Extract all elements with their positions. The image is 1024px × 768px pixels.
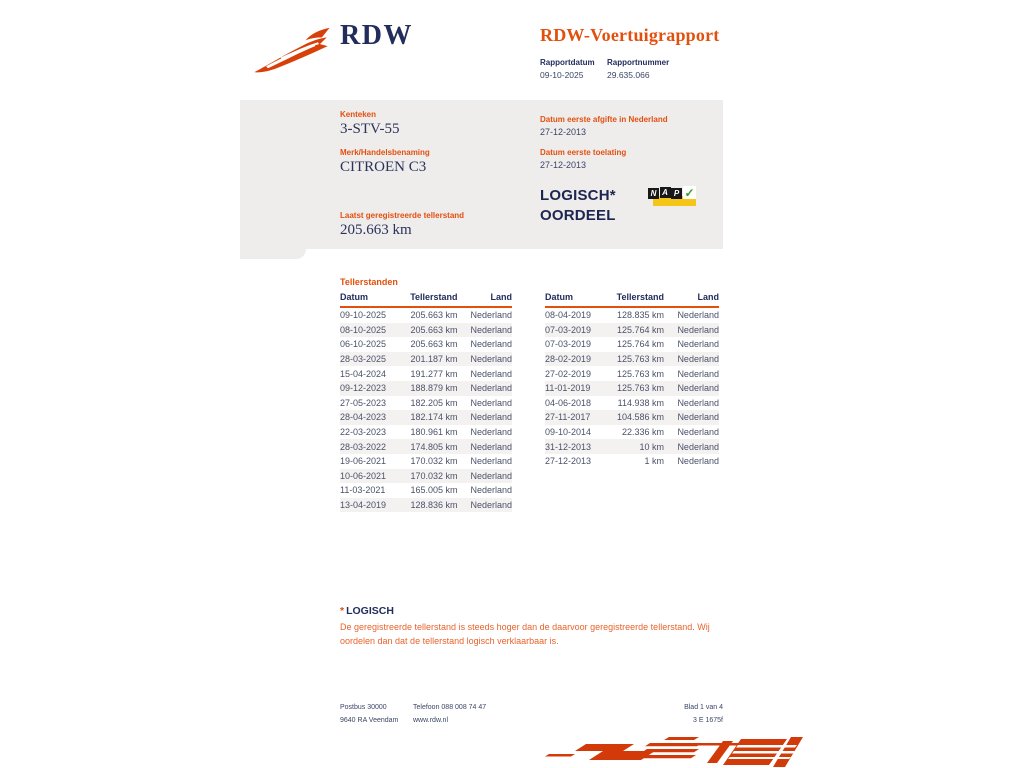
table-cell: Nederland xyxy=(677,427,719,438)
footer-postbus: Postbus 30000 xyxy=(340,704,387,711)
table-cell: Nederland xyxy=(677,368,719,379)
table-cell: Nederland xyxy=(470,339,512,350)
table-cell: 09-10-2014 xyxy=(545,427,592,438)
odometer-table-left xyxy=(340,290,512,512)
table-cell: 125.764 km xyxy=(616,324,664,335)
table-row xyxy=(545,396,719,411)
table-cell: 128.835 km xyxy=(616,310,664,321)
table-cell: 1 km xyxy=(644,456,664,467)
table-row xyxy=(340,337,512,352)
table-row xyxy=(340,308,512,323)
table-cell: Nederland xyxy=(677,412,719,423)
table-cell: Nederland xyxy=(677,456,719,467)
table-row xyxy=(340,366,512,381)
col-header-tellerstand: Tellerstand xyxy=(616,292,664,302)
kenteken-label: Kenteken xyxy=(340,110,377,119)
table-header-row xyxy=(340,290,512,308)
table-cell: 182.174 km xyxy=(410,412,458,423)
table-cell: 22-03-2023 xyxy=(340,427,387,438)
report-number-label: Rapportnummer xyxy=(607,58,670,67)
report-number-value: 29.635.066 xyxy=(607,70,650,80)
col-header-datum: Datum xyxy=(545,292,574,302)
table-cell: 125.763 km xyxy=(616,383,664,394)
table-cell: 125.763 km xyxy=(616,368,664,379)
table-body xyxy=(545,308,719,469)
table-header-row xyxy=(545,290,719,308)
table-cell: Nederland xyxy=(470,485,512,496)
table-cell: 182.205 km xyxy=(410,397,458,408)
table-cell: 08-04-2019 xyxy=(545,310,592,321)
table-row xyxy=(545,337,719,352)
table-cell: Nederland xyxy=(470,368,512,379)
table-row xyxy=(340,498,512,513)
table-row xyxy=(545,410,719,425)
verdict-explanation: De geregistreerde tellerstand is steeds hoger dan de daarvoor geregistreerde tellerstand. Wij oordelen dan dat de tellerstand logisch verklaarbaar is. xyxy=(340,622,710,646)
footer-address xyxy=(340,701,398,727)
table-cell: 170.032 km xyxy=(410,456,458,467)
tellerstand-label: Laatst geregistreerde tellerstand xyxy=(340,211,465,220)
table-row xyxy=(545,425,719,440)
table-cell: 10 km xyxy=(639,441,664,452)
table-row xyxy=(545,323,719,338)
table-cell: Nederland xyxy=(677,324,719,335)
table-cell: 19-06-2021 xyxy=(340,456,387,467)
table-row xyxy=(340,439,512,454)
report-date-value: 09-10-2025 xyxy=(540,70,584,80)
table-cell: Nederland xyxy=(677,397,719,408)
table-cell: 09-10-2025 xyxy=(340,310,387,321)
table-cell: 11-01-2019 xyxy=(545,383,591,394)
verdict-heading xyxy=(340,605,394,617)
toelating-value: 27-12-2013 xyxy=(540,160,587,170)
afgifte-value: 27-12-2013 xyxy=(540,127,587,137)
document-title: RDW-Voertuigrapport xyxy=(540,25,720,45)
table-cell: Nederland xyxy=(470,470,512,481)
table-body xyxy=(340,308,512,512)
table-row xyxy=(340,410,512,425)
table-cell: 13-04-2019 xyxy=(340,500,387,511)
table-cell: 191.277 km xyxy=(410,368,458,379)
table-cell: 08-10-2025 xyxy=(340,324,387,335)
nap-letter-a: A xyxy=(660,187,671,198)
table-cell: 174.805 km xyxy=(410,441,458,452)
col-header-land: Land xyxy=(697,292,719,302)
table-row xyxy=(340,323,512,338)
rdw-logo-wordmark: RDW xyxy=(340,20,413,51)
footer-city: 9640 RA Veendam xyxy=(340,717,399,724)
table-cell: 28-03-2025 xyxy=(340,354,387,365)
tellerstand-value: 205.663 km xyxy=(340,222,412,238)
footer-form-code: 3 E 1675f xyxy=(693,717,723,724)
table-cell: 31-12-2013 xyxy=(545,441,592,452)
table-row xyxy=(340,425,512,440)
table-cell: Nederland xyxy=(470,383,512,394)
table-cell: 07-03-2019 xyxy=(545,339,592,350)
footer-phone: Telefoon 088 008 74 47 xyxy=(413,704,487,711)
table-row xyxy=(340,469,512,484)
table-cell: Nederland xyxy=(677,441,719,452)
table-cell: Nederland xyxy=(677,383,719,394)
footnote-asterisk: * xyxy=(340,605,345,617)
table-cell: 201.187 km xyxy=(410,354,458,365)
col-header-land: Land xyxy=(490,292,512,302)
table-row xyxy=(340,381,512,396)
table-cell: Nederland xyxy=(470,441,512,452)
afgifte-label: Datum eerste afgifte in Nederland xyxy=(540,115,668,124)
table-row xyxy=(545,439,719,454)
table-cell: 180.961 km xyxy=(410,427,458,438)
verdict-heading-text: LOGISCH xyxy=(346,605,394,617)
table-row xyxy=(545,454,719,469)
table-cell: 28-02-2019 xyxy=(545,354,592,365)
oordeel-text xyxy=(540,186,616,226)
table-cell: Nederland xyxy=(470,354,512,365)
kenteken-value: 3-STV-55 xyxy=(340,121,400,137)
table-cell: Nederland xyxy=(470,397,512,408)
table-cell: Nederland xyxy=(677,354,719,365)
table-cell: 205.663 km xyxy=(410,310,458,321)
table-cell: Nederland xyxy=(470,456,512,467)
table-cell: Nederland xyxy=(470,412,512,423)
col-header-tellerstand: Tellerstand xyxy=(410,292,458,302)
table-cell: 104.586 km xyxy=(616,412,664,423)
footer-pageinfo xyxy=(600,701,723,727)
toelating-label: Datum eerste toelating xyxy=(540,148,627,157)
table-cell: Nederland xyxy=(677,339,719,350)
table-row xyxy=(545,308,719,323)
table-cell: 11-03-2021 xyxy=(340,485,386,496)
table-cell: 188.879 km xyxy=(410,383,458,394)
table-cell: 27-12-2013 xyxy=(545,456,592,467)
nap-letter-n: N xyxy=(648,188,659,199)
nap-check-icon: ✓ xyxy=(684,185,695,200)
table-cell: 128.836 km xyxy=(410,500,458,511)
table-cell: 28-03-2022 xyxy=(340,441,387,452)
table-row xyxy=(545,366,719,381)
table-row xyxy=(340,396,512,411)
table-cell: 27-11-2017 xyxy=(545,412,591,423)
rdw-wing-logo-icon xyxy=(252,22,334,74)
merk-value: CITROEN C3 xyxy=(340,159,427,175)
nap-logo xyxy=(648,184,698,211)
table-cell: 165.005 km xyxy=(410,485,458,496)
table-cell: 125.764 km xyxy=(616,339,664,350)
footer-page-number: Blad 1 van 4 xyxy=(684,704,723,711)
table-cell: Nederland xyxy=(470,500,512,511)
table-cell: Nederland xyxy=(470,427,512,438)
table-cell: 06-10-2025 xyxy=(340,339,387,350)
table-row xyxy=(340,454,512,469)
table-cell: 09-12-2023 xyxy=(340,383,387,394)
report-date-label: Rapportdatum xyxy=(540,58,595,67)
table-cell: 27-02-2019 xyxy=(545,368,592,379)
table-cell: 27-05-2023 xyxy=(340,397,387,408)
nap-letter-p: P xyxy=(671,188,682,199)
panel-corner-tab xyxy=(240,249,306,259)
table-row xyxy=(545,352,719,367)
oordeel-line1: LOGISCH* xyxy=(540,187,616,204)
col-header-datum: Datum xyxy=(340,292,369,302)
table-cell: 170.032 km xyxy=(410,470,458,481)
merk-label: Merk/Handelsbenaming xyxy=(340,148,430,157)
footer-contact xyxy=(413,701,486,727)
table-cell: 15-04-2024 xyxy=(340,368,387,379)
footer-website: www.rdw.nl xyxy=(413,717,449,724)
table-cell: 22.336 km xyxy=(621,427,664,438)
table-cell: 04-06-2018 xyxy=(545,397,592,408)
table-cell: 28-04-2023 xyxy=(340,412,387,423)
table-row xyxy=(340,352,512,367)
table-cell: 205.663 km xyxy=(410,339,458,350)
table-cell: Nederland xyxy=(470,324,512,335)
table-cell: Nederland xyxy=(470,310,512,321)
table-cell: 10-06-2021 xyxy=(340,470,387,481)
tellerstanden-title: Tellerstanden xyxy=(340,277,398,287)
table-cell: 205.663 km xyxy=(410,324,458,335)
table-cell: 07-03-2019 xyxy=(545,324,592,335)
table-row xyxy=(340,483,512,498)
oordeel-line2: OORDEEL xyxy=(540,207,616,224)
table-cell: 125.763 km xyxy=(616,354,664,365)
table-row xyxy=(545,381,719,396)
table-cell: Nederland xyxy=(677,310,719,321)
odometer-table-right xyxy=(545,290,719,469)
footer-stripes-graphic xyxy=(545,737,803,768)
table-cell: 114.938 km xyxy=(617,397,664,408)
